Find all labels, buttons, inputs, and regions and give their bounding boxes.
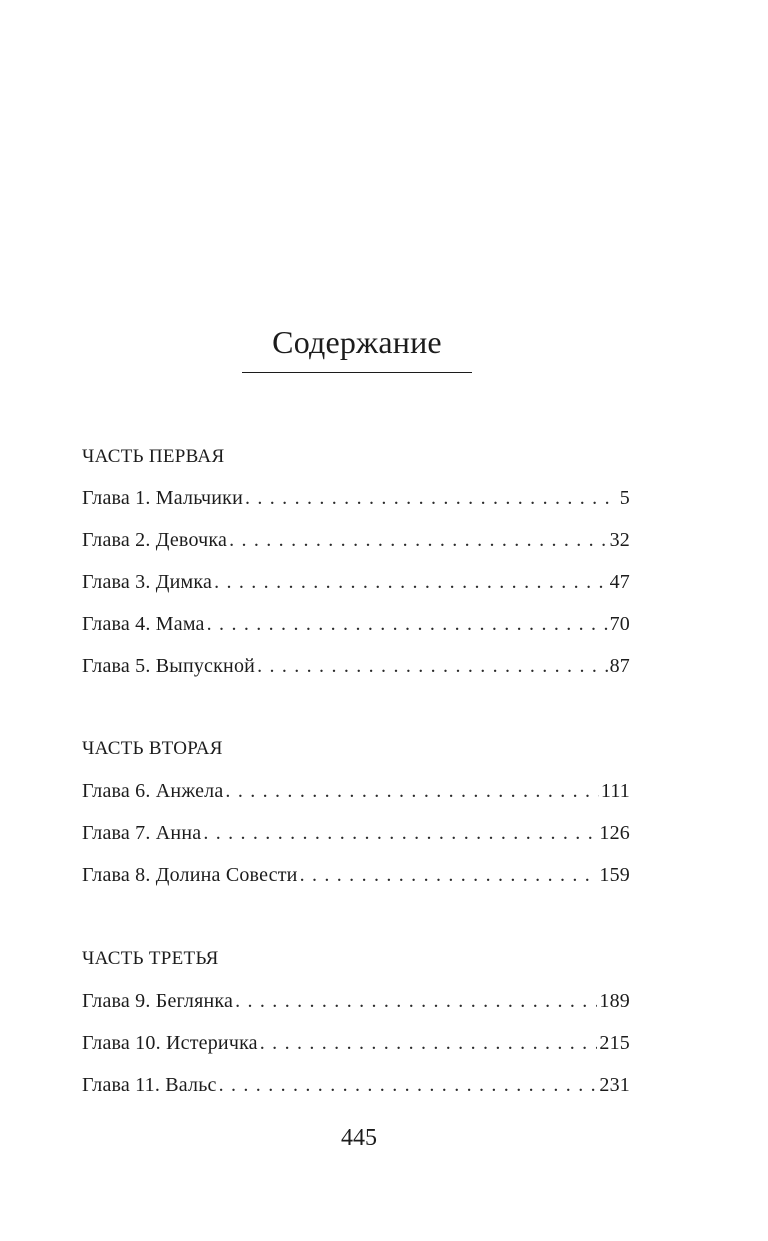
- toc-entry: [82, 570, 630, 594]
- page-number: 231: [599, 1074, 630, 1096]
- dot-leader: [225, 779, 598, 803]
- toc-entry: [82, 1031, 630, 1055]
- dot-leader: [203, 821, 597, 845]
- chapter-title: Глава 6. Анжела: [82, 780, 224, 802]
- page-number: 126: [599, 822, 630, 844]
- page-number: 111: [600, 780, 630, 802]
- chapter-title: Глава 11. Вальс: [82, 1074, 217, 1096]
- chapter-title: Глава 7. Анна: [82, 822, 202, 844]
- contents-title-block: [242, 320, 472, 373]
- toc-entry: [82, 528, 630, 552]
- chapter-title: Глава 4. Мама: [82, 613, 205, 635]
- dot-leader: [207, 612, 608, 636]
- toc-entry: [82, 989, 630, 1013]
- chapter-title: Глава 9. Беглянка: [82, 990, 234, 1012]
- part-heading-2: ЧАСТЬ ВТОРАЯ: [82, 738, 223, 759]
- page-number: 189: [599, 990, 630, 1012]
- toc-entry: [82, 863, 630, 887]
- page-folio-number: 445: [341, 1125, 377, 1151]
- toc-entry: [82, 654, 630, 678]
- page-number: 87: [609, 655, 630, 677]
- page-number: 47: [609, 571, 630, 593]
- toc-entry: [82, 486, 630, 510]
- dot-leader: [219, 1073, 598, 1097]
- toc-entry: [82, 1073, 630, 1097]
- chapter-title: Глава 3. Димка: [82, 571, 213, 593]
- part-heading-1: ЧАСТЬ ПЕРВАЯ: [82, 446, 225, 467]
- toc-entry: [82, 612, 630, 636]
- dot-leader: [300, 863, 598, 887]
- title-underline: [242, 372, 472, 373]
- chapter-title: Глава 1. Мальчики: [82, 487, 243, 509]
- toc-entry: [82, 779, 630, 803]
- dot-leader: [245, 486, 618, 510]
- dot-leader: [257, 654, 608, 678]
- chapter-title: Глава 2. Девочка: [82, 529, 228, 551]
- page-number: 32: [609, 529, 630, 551]
- page-number: 159: [599, 864, 630, 886]
- page-number: 5: [619, 487, 630, 509]
- page-number: 215: [599, 1032, 630, 1054]
- dot-leader: [260, 1031, 598, 1055]
- part-heading-3: ЧАСТЬ ТРЕТЬЯ: [82, 948, 219, 969]
- toc-entry: [82, 821, 630, 845]
- chapter-title: Глава 10. Истеричка: [82, 1032, 258, 1054]
- chapter-title: Глава 8. Долина Совести: [82, 864, 298, 886]
- chapter-title: Глава 5. Выпускной: [82, 655, 256, 677]
- dot-leader: [229, 528, 608, 552]
- page-title: Содержание: [272, 324, 442, 360]
- dot-leader: [214, 570, 608, 594]
- page-number: 70: [609, 613, 630, 635]
- dot-leader: [235, 989, 597, 1013]
